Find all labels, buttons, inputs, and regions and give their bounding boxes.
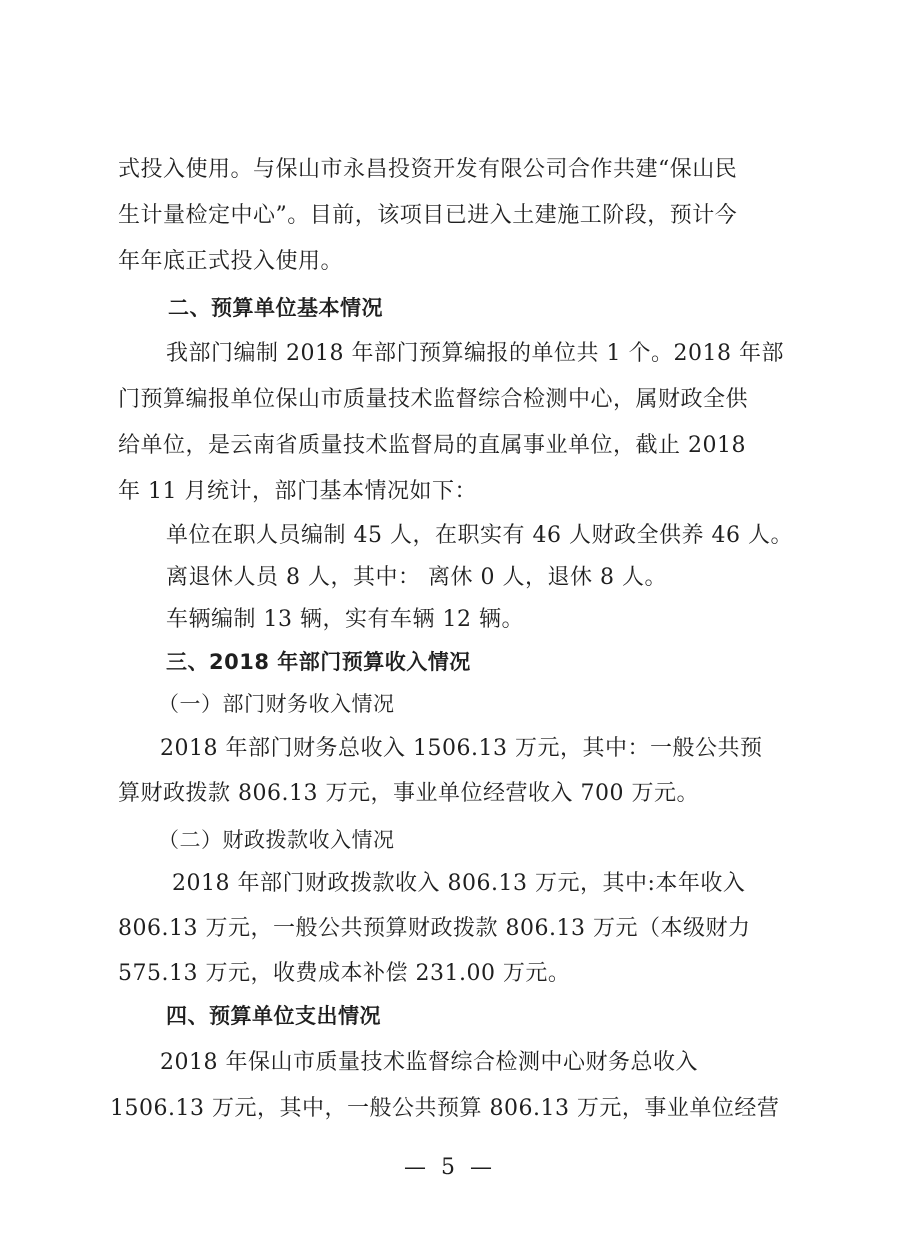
body-line-2: 生计量检定中心”。目前，该项目已进入土建施工阶段，预计今: [118, 203, 738, 228]
body-line-3: 年年底正式投入使用。: [118, 249, 344, 274]
body-line-10: 2018 年部门财政拨款收入 806.13 万元，其中:本年收入: [172, 871, 746, 896]
section-heading-3: 三、2018 年部门预算收入情况: [166, 650, 471, 674]
body-line-1: 式投入使用。与保山市永昌投资开发有限公司合作共建“保山民: [118, 157, 738, 182]
subsection-heading-2: （二）财政拨款收入情况: [158, 828, 395, 852]
section-heading-2: 二、预算单位基本情况: [168, 296, 383, 320]
body-line-9: 算财政拨款 806.13 万元，事业单位经营收入 700 万元。: [118, 781, 699, 806]
staff-line: 单位在职人员编制 45 人，在职实有 46 人财政全供养 46 人。: [166, 523, 793, 548]
body-line-12: 575.13 万元，收费成本补偿 231.00 万元。: [118, 961, 571, 986]
subsection-heading-1: （一）部门财务收入情况: [158, 692, 395, 716]
retired-line: 离退休人员 8 人，其中： 离休 0 人，退休 8 人。: [166, 565, 667, 590]
vehicle-line: 车辆编制 13 辆，实有车辆 12 辆。: [166, 607, 524, 632]
body-line-4: 我部门编制 2018 年部门预算编报的单位共 1 个。2018 年部: [166, 341, 784, 366]
body-line-13: 2018 年保山市质量技术监督综合检测中心财务总收入: [160, 1050, 698, 1075]
body-line-11: 806.13 万元，一般公共预算财政拨款 806.13 万元（本级财力: [118, 916, 751, 941]
body-line-8: 2018 年部门财务总收入 1506.13 万元，其中：一般公共预: [160, 736, 763, 761]
page-number: — 5 —: [404, 1155, 496, 1180]
body-line-14: 1506.13 万元，其中，一般公共预算 806.13 万元，事业单位经营: [110, 1096, 780, 1121]
section-heading-4: 四、预算单位支出情况: [166, 1004, 381, 1028]
body-line-6: 给单位，是云南省质量技术监督局的直属事业单位，截止 2018: [118, 433, 746, 458]
body-line-5: 门预算编报单位保山市质量技术监督综合检测中心，属财政全供: [118, 387, 749, 412]
body-line-7: 年 11 月统计，部门基本情况如下：: [118, 479, 477, 504]
